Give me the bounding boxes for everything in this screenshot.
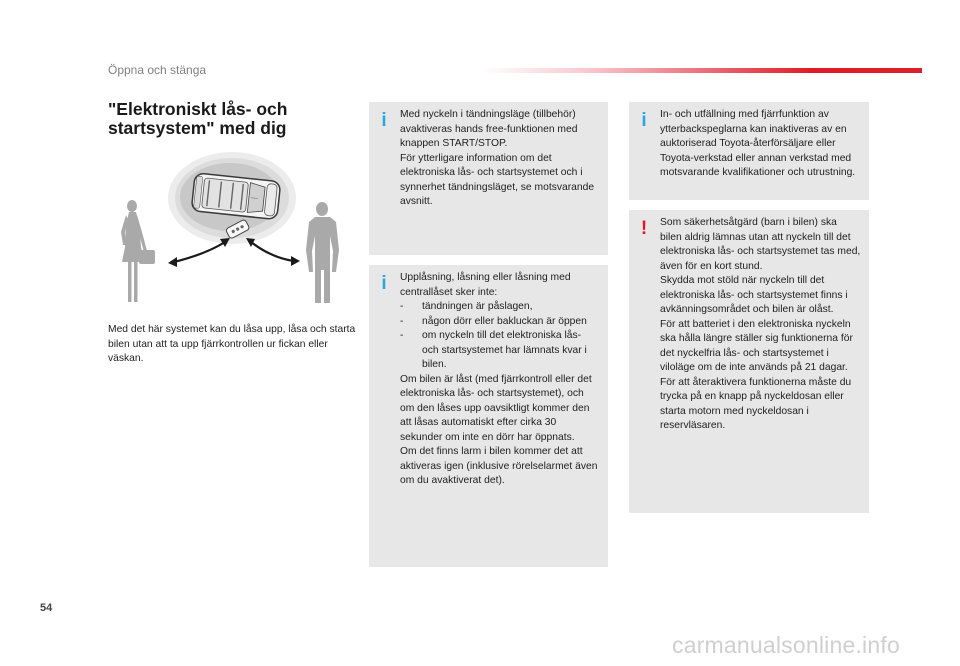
- list-dash: -: [400, 301, 404, 312]
- page-title: "Elektroniskt lås- och startsystem" med dig: [108, 99, 288, 138]
- info-icon: i: [381, 110, 387, 131]
- info-icon: i: [381, 273, 387, 294]
- info-box-mirrors: [629, 102, 869, 200]
- page-number: 54: [40, 602, 53, 614]
- paragraph: Om det finns larm i bilen kommer det att aktiveras igen (inklusive rörelselarmet även om du avaktiverat det).: [400, 446, 598, 486]
- list-item-text: om nyckeln till det elektroniska lås- och startsystemet har lämnats kvar i bilen.: [422, 330, 587, 370]
- warning-icon: !: [640, 218, 648, 239]
- paragraph: Skydda mot stöld när nyckeln till det elektroniska lås- och startsystemet finns i avkänningsområdet och bilen är olåst.: [660, 275, 848, 315]
- info-icon: i: [641, 110, 647, 131]
- car-keyless-illustration: [108, 150, 358, 315]
- header-accent-bar: [482, 68, 922, 73]
- list-item-text: tändningen är påslagen,: [422, 301, 533, 312]
- list-item: [400, 300, 600, 315]
- paragraph: In- och utfällning med fjärrfunktion av ytterbackspeglarna kan inaktiveras av en auktoriserad Toyota-återförsäljare eller Toyota-verkstad eller annan verkstad med motsvarande kvalifikationer och utrustning.: [660, 109, 856, 178]
- person-icon: [306, 202, 339, 303]
- paragraph: Som säkerhetsåtgärd (barn i bilen) ska bilen aldrig lämnas utan att nyckeln till det elektroniska lås- och startsystemet tas med, även för en kort stund.: [660, 217, 861, 272]
- list-item: [400, 329, 600, 373]
- paragraph: För att återaktivera funktionerna måste du trycka på en knapp på nyckeldosan eller starta motorn med nyckeldosan i reservläsaren.: [660, 376, 852, 431]
- watermark: carmanualsonline.info: [672, 632, 900, 658]
- intro-text: Med det här systemet kan du låsa upp, låsa och starta bilen utan att ta upp fjärrkontrollen ur fickan eller väskan.: [108, 324, 356, 364]
- car-top-view-icon: [191, 173, 281, 220]
- list-dash: -: [400, 315, 404, 327]
- paragraph: För att batteriet i den elektroniska nyckeln ska hålla längre ställer sig funktionerna för det nyckelfria lås- och startsystemet i viloläge om de inte används på 21 dagar.: [660, 318, 853, 373]
- list-item-text: någon dörr eller bakluckan är öppen: [422, 315, 587, 327]
- info-box-ignition: [369, 102, 608, 255]
- illustration: [108, 150, 358, 315]
- paragraph: Med nyckeln i tändningsläge (tillbehör) avaktiveras hands free-funktionen med knappen START/STOP.: [400, 109, 578, 149]
- paragraph: Om bilen är låst (med fjärrkontroll eller det elektroniska lås- och startsystemet), och om den låses upp oavsiktligt kommer den att låsas automatiskt efter cirka 30 sekunder om inte en dörr har öppnats.: [400, 373, 592, 443]
- list-dash: -: [400, 330, 404, 341]
- warning-box-safety: [629, 210, 869, 513]
- section-title: Öppna och stänga: [108, 63, 207, 77]
- list-item: [400, 315, 600, 330]
- info-box-locking: [369, 265, 608, 567]
- person-with-bag-icon: [121, 200, 155, 302]
- paragraph: För ytterligare information om det elektroniska lås- och startsystemet och i synnerhet tändningsläget, se motsvarande avsnitt.: [400, 152, 595, 207]
- paragraph: Upplåsning, låsning eller låsning med centrallåset sker inte:: [400, 272, 571, 298]
